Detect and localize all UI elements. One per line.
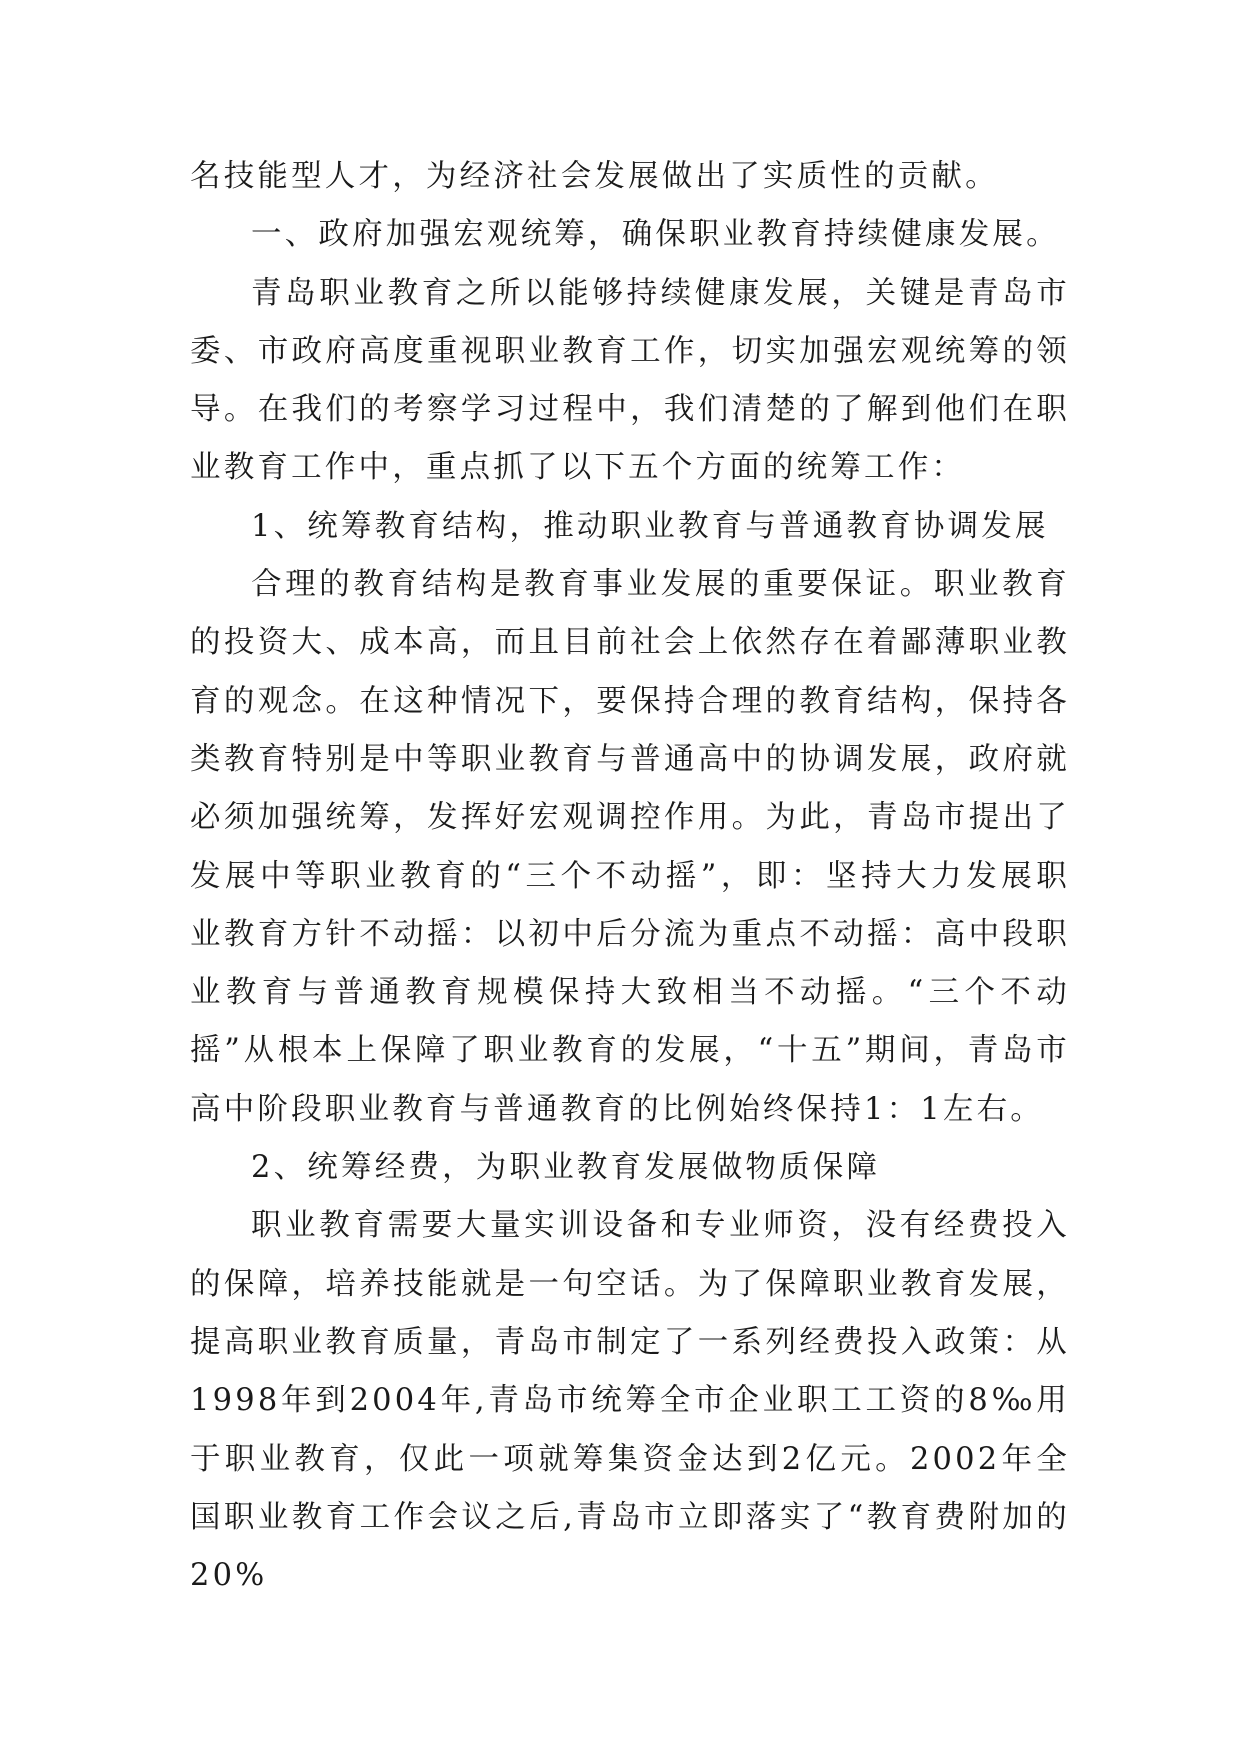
section-heading-1: 一、政府加强宏观统筹，确保职业教育持续健康发展。: [251, 217, 1060, 253]
subheading-1: 1、统筹教育结构，推动职业教育与普通教育协调发展: [251, 508, 1049, 544]
subheading-2: 2、统筹经费，为职业教育发展做物质保障: [251, 1150, 881, 1186]
paragraph: 职业教育需要大量实训设备和专业师资，没有经费投入的保障，培养技能就是一句空话。为了保障职业教育发展，提高职业教育质量，青岛市制定了一系列经费投入政策：从1998年到2004年,青岛市统筹全市企业职工工资的8‰用于职业教育，仅此一项就筹集资金达到2亿元。2002年全国职业教育工作会议之后,青岛市立即落实了“教育费附加的20%: [190, 1208, 1070, 1594]
paragraph: 青岛职业教育之所以能够持续健康发展，关键是青岛市委、市政府高度重视职业教育工作，切实加强宏观统筹的领导。在我们的考察学习过程中，我们清楚的了解到他们在职业教育工作中，重点抓了以下五个方面的统筹工作：: [190, 275, 1070, 486]
paragraph: 合理的教育结构是教育事业发展的重要保证。职业教育的投资大、成本高，而且目前社会上依然存在着鄙薄职业教育的观念。在这种情况下，要保持合理的教育结构，保持各类教育特别是中等职业教育与普通高中的协调发展，政府就必须加强统筹，发挥好宏观调控作用。为此，青岛市提出了发展中等职业教育的“三个不动摇”，即：坚持大力发展职业教育方针不动摇：以初中后分流为重点不动摇：高中段职业教育与普通教育规模保持大致相当不动摇。“三个不动摇”从根本上保障了职业教育的发展，“十五”期间，青岛市高中阶段职业教育与普通教育的比例始终保持1：1左右。: [190, 567, 1070, 1127]
document-body: [190, 148, 1070, 1605]
paragraph-continuation: 名技能型人才，为经济社会发展做出了实质性的贡献。: [190, 159, 999, 194]
